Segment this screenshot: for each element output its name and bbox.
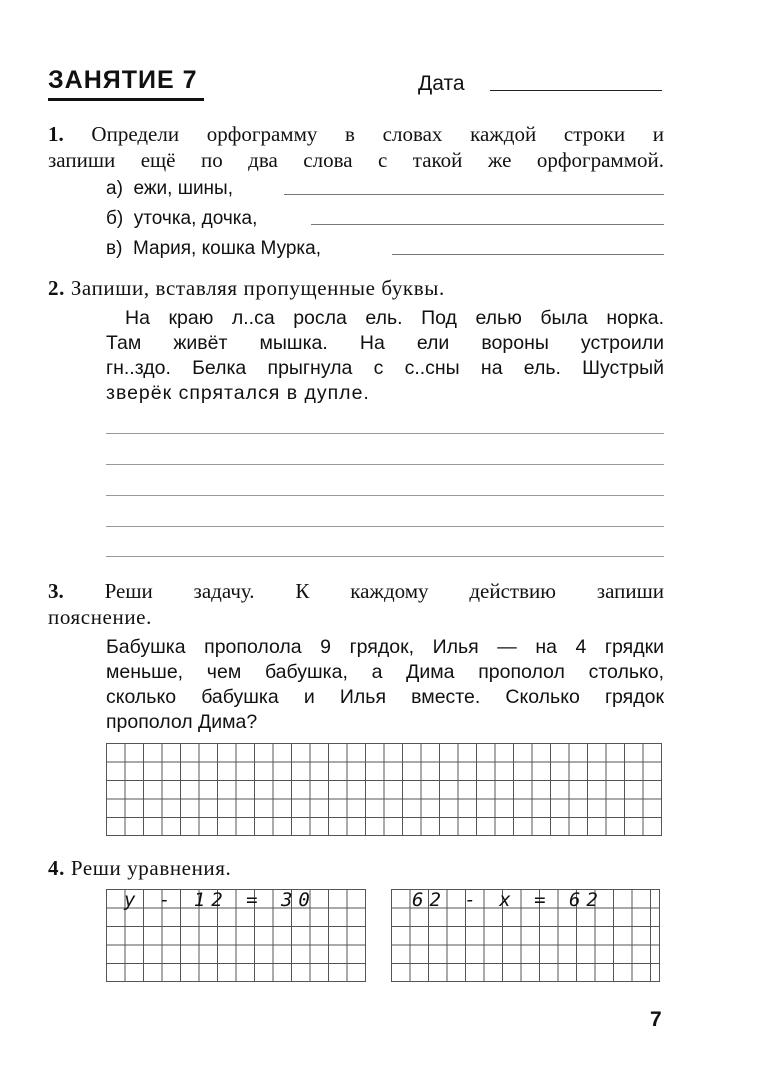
task2-text-line4: зверёк спрятался в дупле.	[106, 382, 370, 404]
task3-text-line1: Бабушка прополола 9 грядок, Илья — на 4 грядки	[106, 636, 664, 658]
task2-text-line1: На краю л..са росла ель. Под елью была норка.	[125, 307, 664, 329]
task1-item-a: а) ежи, шины,	[106, 178, 233, 199]
answer-line-a[interactable]	[284, 194, 664, 195]
task3-answer-grid[interactable]	[106, 743, 662, 836]
task3-text-line4: прополол Дима?	[106, 711, 258, 733]
task1-line2: запиши ещё по два слова с такой же орфограммой.	[48, 148, 664, 172]
date-field-line[interactable]	[490, 90, 662, 91]
task4-heading: 4. Реши уравнения.	[48, 856, 232, 880]
task2-text-line3: гн..здо. Белка прыгнула с с..сны на ель. Шустрый	[106, 357, 664, 379]
task2-text-line2: Там живёт мышка. На ели вороны устроили	[106, 332, 664, 354]
title-underline	[48, 98, 204, 101]
task1-line1: 1. Определи орфограмму в словах каждой строки и	[48, 122, 664, 146]
task3-line1: 3. Реши задачу. К каждому действию запиши	[48, 579, 664, 603]
task3-line2: пояснение.	[48, 605, 152, 629]
lesson-title: ЗАНЯТИЕ 7	[48, 66, 198, 94]
equation1-text: у - 12 = 30	[124, 889, 316, 911]
answer-line-b[interactable]	[311, 224, 664, 225]
writing-line-2[interactable]	[106, 464, 664, 465]
task2-heading: 2. Запиши, вставляя пропущенные буквы.	[48, 276, 445, 300]
equation2-text: 62 - х = 62	[412, 889, 604, 911]
task3-text-line2: меньше, чем бабушка, а Дима прополол столько,	[106, 661, 664, 683]
writing-line-5[interactable]	[106, 556, 664, 557]
task1-item-b: б) уточка, дочка,	[106, 208, 258, 229]
writing-line-4[interactable]	[106, 526, 664, 527]
task1-item-c: в) Мария, кошка Мурка,	[106, 238, 321, 259]
date-label: Дата	[418, 72, 465, 95]
writing-line-3[interactable]	[106, 495, 664, 496]
answer-line-c[interactable]	[392, 254, 664, 255]
page-number: 7	[650, 1008, 662, 1031]
task1-number: 1.	[48, 122, 64, 146]
task3-text-line3: сколько бабушка и Илья вместе. Сколько грядок	[106, 686, 664, 708]
writing-line-1[interactable]	[106, 433, 664, 434]
